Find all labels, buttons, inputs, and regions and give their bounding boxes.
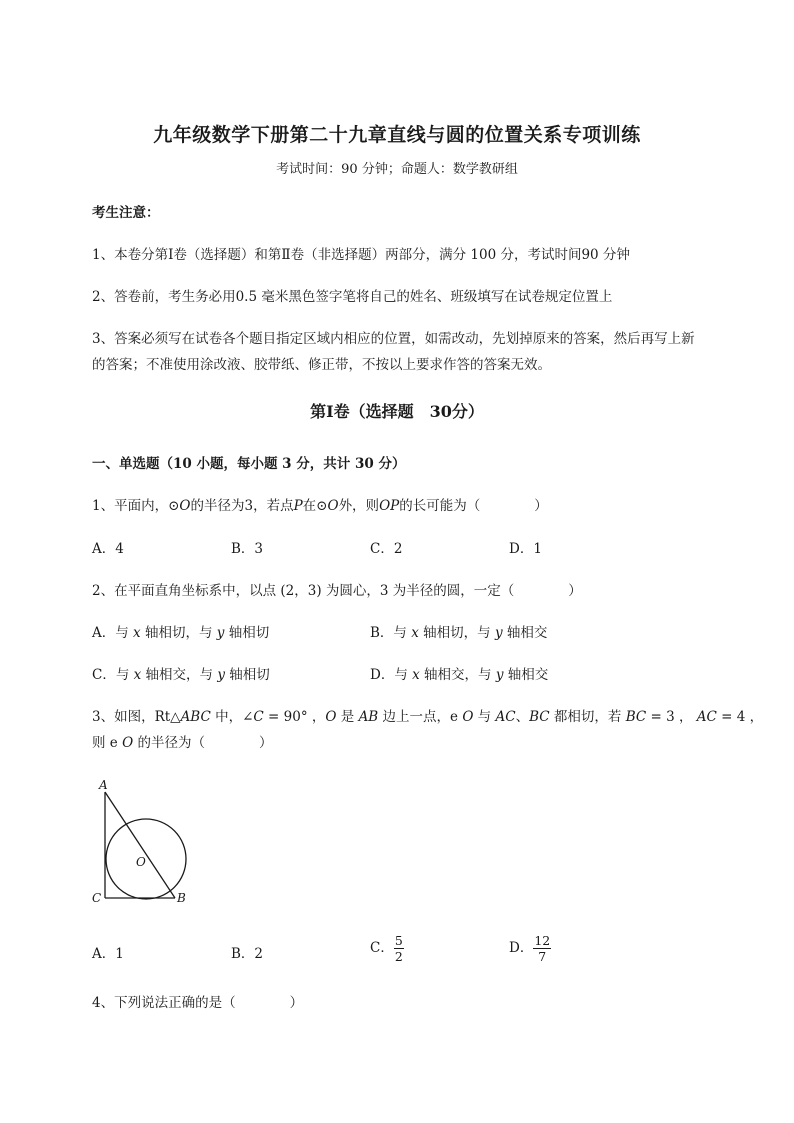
notice-item-2: 2、答卷前，考生务必用0.5 毫米黑色签字笔将自己的姓名、班级填写在试卷规定位置上 [92,289,613,305]
question-3-option-c[interactable]: C． $\frac{5}{2}$ [370,933,403,964]
label-o: O [136,855,146,869]
label-c: C [92,891,102,905]
question-3-option-b[interactable]: B．2 [231,946,264,962]
question-4-stem: 4、下列说法正确的是（ ） [92,995,304,1011]
question-1-option-b[interactable]: B．3 [231,541,264,557]
part-heading: 一、单选题（10 小题，每小题 3 分，共计 30 分） [92,456,406,472]
label-b: B [177,891,186,905]
fraction: $\frac{12}{7}$ [534,933,551,964]
question-2-option-a[interactable]: A．与 x 轴相切，与 y 轴相切 [92,625,270,641]
question-2-option-c[interactable]: C．与 x 轴相交，与 y 轴相切 [92,667,270,683]
segment-ab [105,792,175,898]
question-1-option-a[interactable]: A．4 [92,541,124,557]
question-3-option-d[interactable]: D． $\frac{12}{7}$ [509,933,551,964]
fraction: $\frac{5}{2}$ [394,933,403,964]
question-2-option-b[interactable]: B．与 x 轴相切，与 y 轴相交 [370,625,548,641]
question-3-figure [88,774,208,914]
label-a: A [99,778,108,792]
notice-item-3-cont: 的答案；不准使用涂改液、胶带纸、修正带，不按以上要求作答的答案无效。 [92,357,551,373]
notice-item-1: 1、本卷分第Ⅰ卷（选择题）和第Ⅱ卷（非选择题）两部分，满分 100 分，考试时间90 分钟 [92,247,630,263]
notice-heading: 考生注意： [92,205,160,221]
notice-item-3: 3、答案必须写在试卷各个题目指定区域内相应的位置，如需改动，先划掉原来的答案，然后再写上新 [92,331,695,347]
question-1-option-d[interactable]: D．1 [509,541,542,557]
exam-info: 考试时间：90 分钟；命题人：数学教研组 [276,162,518,177]
question-1-stem: 1、平面内，⊙O的半径为3，若点P在⊙O外，则OP的长可能为（ ） [92,498,548,514]
question-1-option-c[interactable]: C．2 [370,541,403,557]
question-3-stem-cont: 则 e O 的半径为（ ） [92,735,273,751]
section-title: 第Ⅰ卷（选择题 30分） [310,402,484,421]
question-3-stem: 3、如图，Rt△ABC 中，∠C = 90° ，O 是 AB 边上一点，e O 与 AC、BC 都相切，若 BC = 3 ， AC = 4 ， [92,709,764,725]
page-title: 九年级数学下册第二十九章直线与圆的位置关系专项训练 [153,124,641,146]
inscribed-circle [106,819,186,899]
question-2-stem: 2、在平面直角坐标系中，以点 (2，3) 为圆心，3 为半径的圆，一定（ ） [92,583,582,599]
question-3-option-a[interactable]: A．1 [92,946,124,962]
question-2-option-d[interactable]: D．与 x 轴相交，与 y 轴相交 [370,667,549,683]
